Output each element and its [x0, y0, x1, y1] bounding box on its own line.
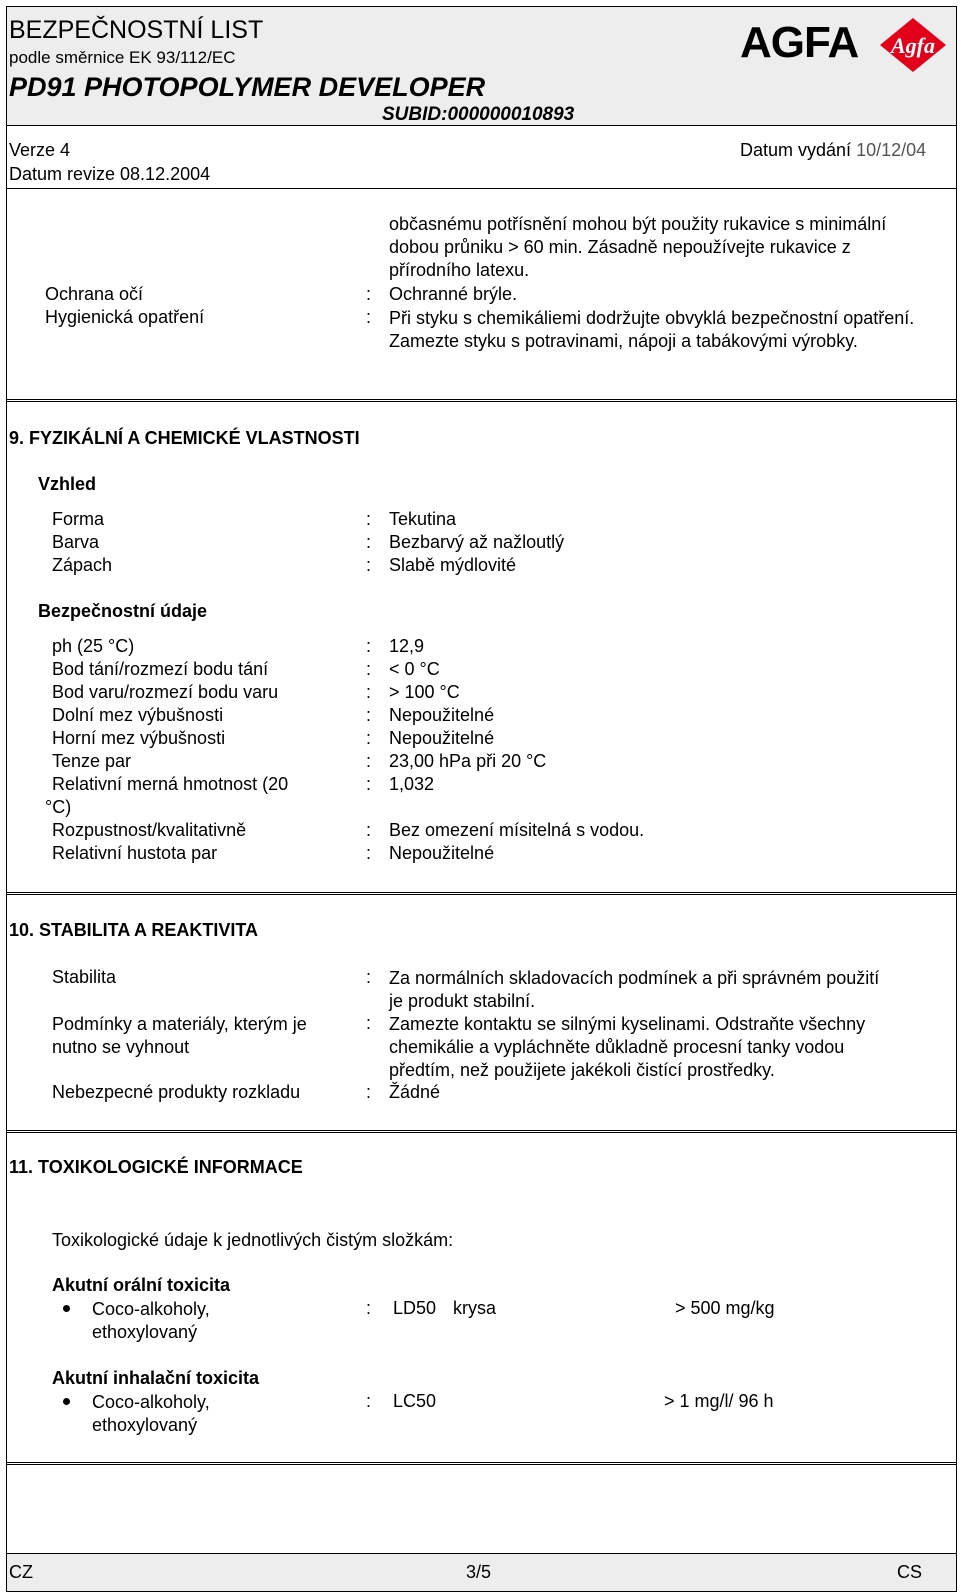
bullet-icon: [63, 1398, 70, 1405]
eye-protection-label: Ochrana očí: [45, 284, 144, 304]
vapor-density-label: Relativní hustota par: [52, 843, 218, 863]
vapor-density-value: Nepoužitelné: [389, 843, 495, 863]
color-value: Bezbarvý až nažloutlý: [389, 532, 565, 552]
footer-language: CS: [897, 1562, 923, 1582]
colon: :: [366, 682, 372, 702]
colon: :: [366, 1082, 372, 1102]
doc-title: BEZPEČNOSTNÍ LIST: [9, 16, 264, 44]
upper-explosion-label: Horní mez výbušnosti: [52, 728, 226, 748]
relative-density-label-cont: °C): [45, 797, 72, 817]
colon: :: [366, 555, 372, 575]
colon: :: [366, 843, 372, 863]
issue-date-label: Datum vydání: [740, 140, 852, 160]
footer-divider: [6, 1553, 957, 1554]
directive-text: podle směrnice EK 93/112/EC: [9, 48, 236, 67]
solubility-value: Bez omezení mísitelná s vodou.: [389, 820, 645, 840]
issue-date-value: 10/12/04: [856, 140, 927, 160]
version-text: Verze 4: [9, 140, 71, 160]
melting-value: < 0 °C: [389, 659, 440, 679]
colon: :: [366, 307, 372, 327]
color-label: Barva: [52, 532, 100, 552]
section-9-title: 9. FYZIKÁLNÍ A CHEMICKÉ VLASTNOSTI: [9, 428, 360, 448]
colon: :: [366, 659, 372, 679]
colon: :: [366, 967, 372, 987]
odor-value: Slabě mýdlovité: [389, 555, 517, 575]
agfa-badge-icon: [878, 16, 948, 74]
lower-explosion-value: Nepoužitelné: [389, 705, 495, 725]
colon: :: [366, 1391, 372, 1411]
section-divider: [6, 399, 957, 402]
melting-label: Bod tání/rozmezí bodu tání: [52, 659, 269, 679]
section-divider: [6, 1462, 957, 1465]
colon: :: [366, 1013, 372, 1033]
stability-label: Stabilita: [52, 967, 117, 987]
section-divider: [6, 1130, 957, 1133]
section-10-title: 10. STABILITA A REAKTIVITA: [9, 920, 259, 940]
colon: :: [366, 820, 372, 840]
colon: :: [366, 774, 372, 794]
boiling-label: Bod varu/rozmezí bodu varu: [52, 682, 279, 702]
eye-protection-value: Ochranné brýle.: [389, 284, 518, 304]
bottom-border: [6, 1591, 957, 1592]
odor-label: Zápach: [52, 555, 113, 575]
subid-text: SUBID:000000010893: [382, 104, 575, 125]
colon: :: [366, 509, 372, 529]
gloves-text: občasnému potřísnění mohou být použity rukavice s minimální dobou průniku > 60 min. Zásadně nepoužívejte rukavice z přírodního latexu.: [389, 214, 887, 280]
conditions-value: Zamezte kontaktu se silnými kyselinami. Odstraňte všechny chemikálie a vypláchněte důkladně procesní tanky vodou předtím, než použijete jakékoli čistící prostředky.: [389, 1014, 866, 1080]
top-border: [6, 6, 957, 7]
appearance-title: Vzhled: [38, 474, 97, 494]
issue-date: [740, 140, 926, 161]
version-divider: [6, 188, 957, 189]
inhalation-value: > 1 mg/l/ 96 h: [664, 1391, 774, 1411]
conditions-label: Podmínky a materiály, kterým je nutno se vyhnout: [52, 1014, 307, 1057]
decomposition-value: Žádné: [389, 1082, 441, 1102]
colon: :: [366, 532, 372, 552]
agfa-logo: [740, 14, 950, 74]
hygiene-value: Při styku s chemikáliemi dodržujte obvyklá bezpečnostní opatření. Zamezte styku s potravinami, nápoji a tabákovými výrobky.: [389, 308, 915, 351]
oral-species: krysa: [453, 1298, 497, 1318]
upper-explosion-value: Nepoužitelné: [389, 728, 495, 748]
colon: :: [366, 751, 372, 771]
colon: :: [366, 728, 372, 748]
vapor-pressure-label: Tenze par: [52, 751, 132, 771]
stability-value: Za normálních skladovacích podmínek a při správném použití je produkt stabilní.: [389, 968, 880, 1011]
vapor-pressure-value: 23,00 hPa při 20 °C: [389, 751, 547, 771]
form-label: Forma: [52, 509, 105, 529]
oral-toxicity-title: Akutní orální toxicita: [52, 1275, 231, 1295]
footer-country: CZ: [9, 1562, 33, 1582]
colon: :: [366, 284, 372, 304]
inhalation-substance: Coco-alkoholy, ethoxylovaný: [92, 1392, 210, 1435]
ph-value: 12,9: [389, 636, 425, 656]
safety-title: Bezpečnostní údaje: [38, 601, 208, 621]
relative-density-label: Relativní merná hmotnost (20: [52, 774, 289, 794]
lower-explosion-label: Dolní mez výbušnosti: [52, 705, 224, 725]
colon: :: [366, 636, 372, 656]
section-divider: [6, 892, 957, 895]
decomposition-label: Nebezpecné produkty rozkladu: [52, 1082, 301, 1102]
section-11-title: 11. TOXIKOLOGICKÉ INFORMACE: [9, 1157, 303, 1177]
ph-label: ph (25 °C): [52, 636, 135, 656]
solubility-label: Rozpustnost/kvalitativně: [52, 820, 247, 840]
toxicology-intro: Toxikologické údaje k jednotlivých čistým složkám:: [52, 1230, 454, 1250]
oral-substance: Coco-alkoholy, ethoxylovaný: [92, 1299, 210, 1342]
boiling-value: > 100 °C: [389, 682, 460, 702]
agfa-logo-text: AGFA: [740, 18, 859, 67]
bullet-icon: [63, 1305, 70, 1312]
product-name: PD91 PHOTOPOLYMER DEVELOPER: [9, 72, 486, 102]
form-value: Tekutina: [389, 509, 457, 529]
colon: :: [366, 1298, 372, 1318]
oral-test: LD50: [393, 1298, 437, 1318]
oral-value: > 500 mg/kg: [675, 1298, 775, 1318]
revision-date: Datum revize 08.12.2004: [9, 164, 211, 184]
agfa-badge-text: Agfa: [891, 33, 935, 58]
inhalation-toxicity-title: Akutní inhalační toxicita: [52, 1368, 260, 1388]
relative-density-value: 1,032: [389, 774, 435, 794]
colon: :: [366, 705, 372, 725]
inhalation-test: LC50: [393, 1391, 437, 1411]
page-number: 3/5: [466, 1562, 492, 1582]
hygiene-label: Hygienická opatření: [45, 307, 205, 327]
